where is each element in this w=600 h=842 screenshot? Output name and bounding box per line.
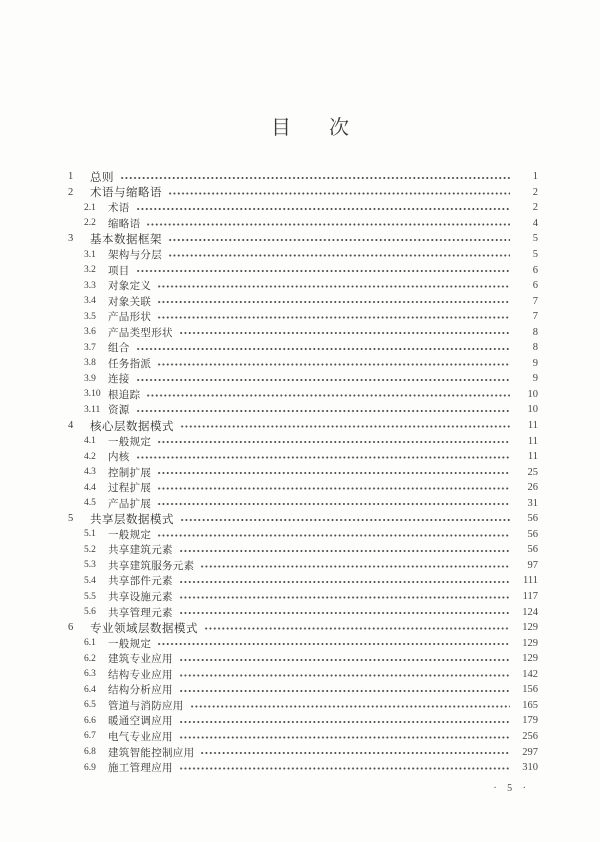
toc-entry-label: 基本数据框架 — [90, 233, 162, 246]
toc-entry-number: 3.10 — [84, 389, 101, 400]
toc-entry-label: 施工管理应用 — [108, 763, 173, 775]
toc-entry-label: 资源 — [108, 405, 130, 417]
toc-entry-number: 6 — [68, 622, 74, 634]
toc-entry-label: 内核 — [108, 452, 130, 464]
page-number: · 5 · — [493, 783, 530, 794]
toc-entry-number: 3.4 — [84, 296, 96, 307]
toc-entry-page: 111 — [523, 575, 538, 587]
toc-leader-dots — [167, 231, 510, 247]
toc-entry-page: 297 — [522, 746, 538, 758]
toc-entry-page: 11 — [527, 420, 538, 432]
toc-entry-number: 2 — [68, 186, 74, 198]
toc-leader-dots — [145, 387, 510, 403]
toc-leader-dots — [178, 324, 510, 340]
toc-entry-page: 9 — [532, 357, 538, 369]
toc-entry-number: 4 — [68, 420, 74, 432]
toc-entry — [68, 558, 538, 574]
toc-entry-number: 6.5 — [84, 700, 96, 711]
toc-leader-dots — [178, 589, 510, 605]
toc-entry-label: 对象关联 — [108, 296, 152, 308]
toc-entry — [68, 511, 538, 527]
toc-entry-number: 3.3 — [84, 280, 96, 291]
toc-entry-number: 4.5 — [84, 498, 96, 509]
toc-entry-page: 124 — [522, 606, 538, 618]
toc-entry-page: 8 — [532, 342, 538, 354]
toc-entry-number: 4.3 — [84, 467, 96, 478]
toc-entry-label: 过程扩展 — [108, 483, 152, 495]
toc-entry-label: 共享设施元素 — [108, 592, 173, 604]
toc-entry — [68, 324, 538, 340]
toc-entry-number: 3.1 — [84, 249, 96, 260]
toc-entry-label: 产品类型形状 — [108, 327, 173, 339]
toc-entry-label: 对象定义 — [108, 281, 152, 293]
toc-leader-dots — [179, 511, 510, 527]
toc-entry-label: 组合 — [108, 343, 130, 355]
toc-leader-dots — [179, 418, 510, 434]
toc-entry — [68, 464, 538, 480]
toc-entry-number: 1 — [68, 171, 74, 183]
toc-entry — [68, 604, 538, 620]
toc-entry-number: 4.2 — [84, 451, 96, 462]
toc-entry-number: 5.5 — [84, 591, 96, 602]
toc-entry-label: 电气专业应用 — [108, 731, 173, 743]
toc-entry-page: 7 — [532, 311, 538, 323]
toc-entry-page: 11 — [527, 435, 538, 447]
toc-entry — [68, 418, 538, 434]
toc-leader-dots — [178, 573, 510, 589]
toc-entry-number: 6.8 — [84, 747, 96, 757]
toc-entry-page: 10 — [527, 388, 538, 400]
toc-entry-label: 专业领域层数据模式 — [90, 622, 198, 635]
toc-entry-label: 术语与缩略语 — [90, 187, 162, 200]
toc-entry — [68, 667, 538, 683]
toc-entry — [68, 433, 538, 449]
toc-leader-dots — [178, 667, 510, 683]
toc-leader-dots — [178, 713, 510, 729]
toc-entry — [68, 682, 538, 698]
toc-entry — [68, 293, 538, 309]
toc-entry-label: 项目 — [108, 265, 130, 277]
toc-entry-page: 5 — [532, 249, 538, 260]
toc-leader-dots — [135, 371, 510, 387]
toc-entry-number: 3.5 — [84, 311, 96, 322]
toc-entry — [68, 527, 538, 543]
toc-entry-page: 6 — [532, 280, 538, 292]
toc-entry-label: 产品形状 — [108, 312, 152, 324]
toc-entry-page: 56 — [527, 544, 538, 556]
toc-entry-number: 6.2 — [84, 653, 96, 664]
toc-entry-label: 结构专业应用 — [108, 669, 173, 681]
toc-leader-dots — [178, 760, 510, 776]
toc-entry — [68, 402, 538, 418]
toc-entry-number: 6.6 — [84, 715, 96, 726]
toc-leader-dots — [156, 278, 510, 294]
toc-entry-page: 97 — [527, 559, 538, 571]
toc-leader-dots — [178, 682, 510, 698]
toc-entry-page: 26 — [527, 482, 538, 494]
toc-entry-number: 3.9 — [84, 373, 96, 384]
toc-entry-page: 56 — [527, 513, 538, 525]
toc-entry-label: 一般规定 — [108, 638, 152, 650]
toc-entry-page: 179 — [522, 715, 538, 727]
toc-entry-number: 2.2 — [84, 218, 96, 229]
toc-leader-dots — [199, 558, 510, 574]
toc-entry-label: 共享建筑服务元素 — [108, 560, 195, 572]
toc-entry-page: 5 — [532, 233, 538, 245]
toc-entry-page: 129 — [522, 653, 538, 665]
toc-entry-page: 25 — [527, 466, 538, 478]
toc-entry — [68, 278, 538, 294]
toc-leader-dots — [135, 449, 510, 465]
toc-entry-page: 156 — [522, 684, 538, 696]
toc-leader-dots — [156, 527, 510, 543]
toc-entry-page: 256 — [522, 730, 538, 742]
toc-entry — [68, 542, 538, 558]
toc-entry — [68, 729, 538, 745]
toc-entry-label: 暖通空调应用 — [108, 716, 173, 728]
toc-entry-number: 5.3 — [84, 560, 96, 571]
toc-entry — [68, 340, 538, 356]
toc-entry — [68, 760, 538, 776]
toc-leader-dots — [119, 169, 510, 185]
toc-entry-number: 5.1 — [84, 529, 96, 540]
toc-entry — [68, 651, 538, 667]
toc-entry-page: 31 — [527, 497, 538, 509]
toc-leader-dots — [135, 262, 510, 278]
toc-leader-dots — [145, 216, 510, 232]
toc-entry — [68, 573, 538, 589]
toc-entry-number: 3.2 — [84, 265, 96, 276]
toc-entry — [68, 262, 538, 278]
toc-entry-label: 共享部件元素 — [108, 576, 173, 588]
toc-entry-page: 310 — [522, 762, 538, 774]
toc-entry — [68, 698, 538, 714]
toc-leader-dots — [189, 698, 510, 714]
toc-entry — [68, 387, 538, 403]
toc-entry — [68, 495, 538, 511]
toc-entry-number: 3.8 — [84, 358, 96, 369]
page-title — [10, 111, 600, 140]
toc-entry-page: 165 — [522, 699, 538, 711]
toc-leader-dots — [156, 464, 510, 480]
toc-leader-dots — [135, 200, 510, 216]
toc-leader-dots — [156, 433, 510, 449]
toc-entry — [68, 480, 538, 496]
toc-entry — [68, 231, 538, 247]
toc-entry-page: 10 — [527, 404, 538, 416]
toc-leader-dots — [156, 309, 510, 325]
toc-entry-page: 117 — [522, 591, 538, 603]
toc-leader-dots — [178, 651, 510, 667]
toc-leader-dots — [167, 247, 510, 263]
toc-entry-number: 6.1 — [84, 638, 96, 649]
toc-entry-label: 结构分析应用 — [108, 685, 173, 697]
toc-leader-dots — [135, 402, 510, 418]
toc-entry-label: 产品扩展 — [108, 498, 152, 510]
toc-entry — [68, 744, 538, 760]
toc-entry-page: 4 — [532, 217, 538, 229]
toc-entry-label: 控制扩展 — [108, 467, 152, 479]
toc-entry-label: 共享建筑元素 — [108, 545, 173, 557]
toc-entry — [68, 589, 538, 605]
toc-entry — [68, 169, 538, 185]
toc-entry-number: 3.7 — [84, 342, 96, 353]
toc-entry-label: 任务指派 — [108, 358, 152, 370]
toc-entry-label: 总则 — [90, 171, 114, 184]
toc-entry-number: 6.9 — [84, 762, 96, 773]
toc-entry-page: 6 — [532, 264, 538, 276]
toc-entry-number: 6.4 — [84, 684, 96, 695]
toc-entry-page: 142 — [522, 668, 538, 680]
toc-entry-number: 5 — [68, 513, 74, 525]
toc-entry-page: 7 — [532, 295, 538, 307]
toc-entry — [68, 449, 538, 465]
toc-entry-label: 建筑专业应用 — [108, 654, 173, 666]
toc-leader-dots — [178, 542, 510, 558]
toc-entry-number: 4.4 — [84, 482, 96, 493]
toc-leader-dots — [199, 744, 510, 760]
toc-entry-page: 9 — [532, 373, 538, 385]
toc-leader-dots — [167, 185, 510, 201]
toc-leader-dots — [135, 340, 510, 356]
toc-entry-label: 管道与消防应用 — [108, 700, 184, 712]
toc-entry-label: 架构与分层 — [108, 250, 162, 261]
toc-entry — [68, 309, 538, 325]
toc-entry-page: 2 — [532, 202, 538, 214]
toc-entry-page: 129 — [522, 622, 538, 634]
title-char: 次 — [329, 117, 349, 139]
toc-leader-dots — [178, 729, 510, 745]
toc-entry-number: 5.4 — [84, 575, 96, 586]
title-char: 目 — [271, 117, 291, 139]
toc-leader-dots — [156, 356, 510, 372]
toc-entry-number: 6.7 — [84, 731, 96, 742]
toc-entry-label: 连接 — [108, 374, 130, 386]
toc-entry-label: 共享管理元素 — [108, 607, 173, 619]
toc-entry-page: 56 — [527, 528, 538, 540]
toc-leader-dots — [156, 293, 510, 309]
toc-entry-number: 3.11 — [84, 404, 101, 415]
toc-leader-dots — [156, 480, 510, 496]
toc-entry-number: 4.1 — [84, 436, 96, 447]
toc-leader-dots — [178, 604, 510, 620]
toc-leader-dots — [156, 495, 510, 511]
toc-entry-label: 共享层数据模式 — [90, 513, 174, 526]
toc-leader-dots — [156, 635, 510, 651]
toc-list — [68, 169, 538, 775]
toc-entry — [68, 216, 538, 232]
toc-entry-page: 1 — [532, 171, 538, 183]
toc-entry-number: 3 — [68, 233, 74, 245]
toc-entry — [68, 713, 538, 729]
toc-entry — [68, 185, 538, 201]
toc-entry-page: 2 — [532, 186, 538, 198]
toc-entry-label: 缩略语 — [108, 218, 141, 230]
toc-entry — [68, 635, 538, 651]
toc-entry-label: 核心层数据模式 — [90, 420, 174, 433]
toc-entry — [68, 247, 538, 263]
toc-entry-label: 一般规定 — [108, 529, 152, 541]
toc-entry — [68, 200, 538, 216]
toc-leader-dots — [203, 620, 510, 636]
toc-entry — [68, 620, 538, 636]
toc-entry-number: 6.3 — [84, 669, 96, 680]
toc-entry-page: 129 — [522, 637, 538, 649]
toc-entry-page: 11 — [527, 451, 538, 463]
toc-entry-label: 一般规定 — [108, 436, 152, 448]
toc-entry — [68, 356, 538, 372]
toc-entry — [68, 371, 538, 387]
toc-entry-label: 建筑智能控制应用 — [108, 747, 195, 759]
toc-entry-label: 术语 — [108, 203, 130, 215]
toc-entry-number: 5.6 — [84, 607, 96, 618]
toc-entry-label: 根追踪 — [108, 389, 141, 401]
toc-entry-number: 5.2 — [84, 544, 96, 555]
toc-entry-number: 2.1 — [84, 202, 96, 213]
toc-entry-page: 8 — [532, 326, 538, 338]
toc-entry-number: 3.6 — [84, 327, 96, 338]
